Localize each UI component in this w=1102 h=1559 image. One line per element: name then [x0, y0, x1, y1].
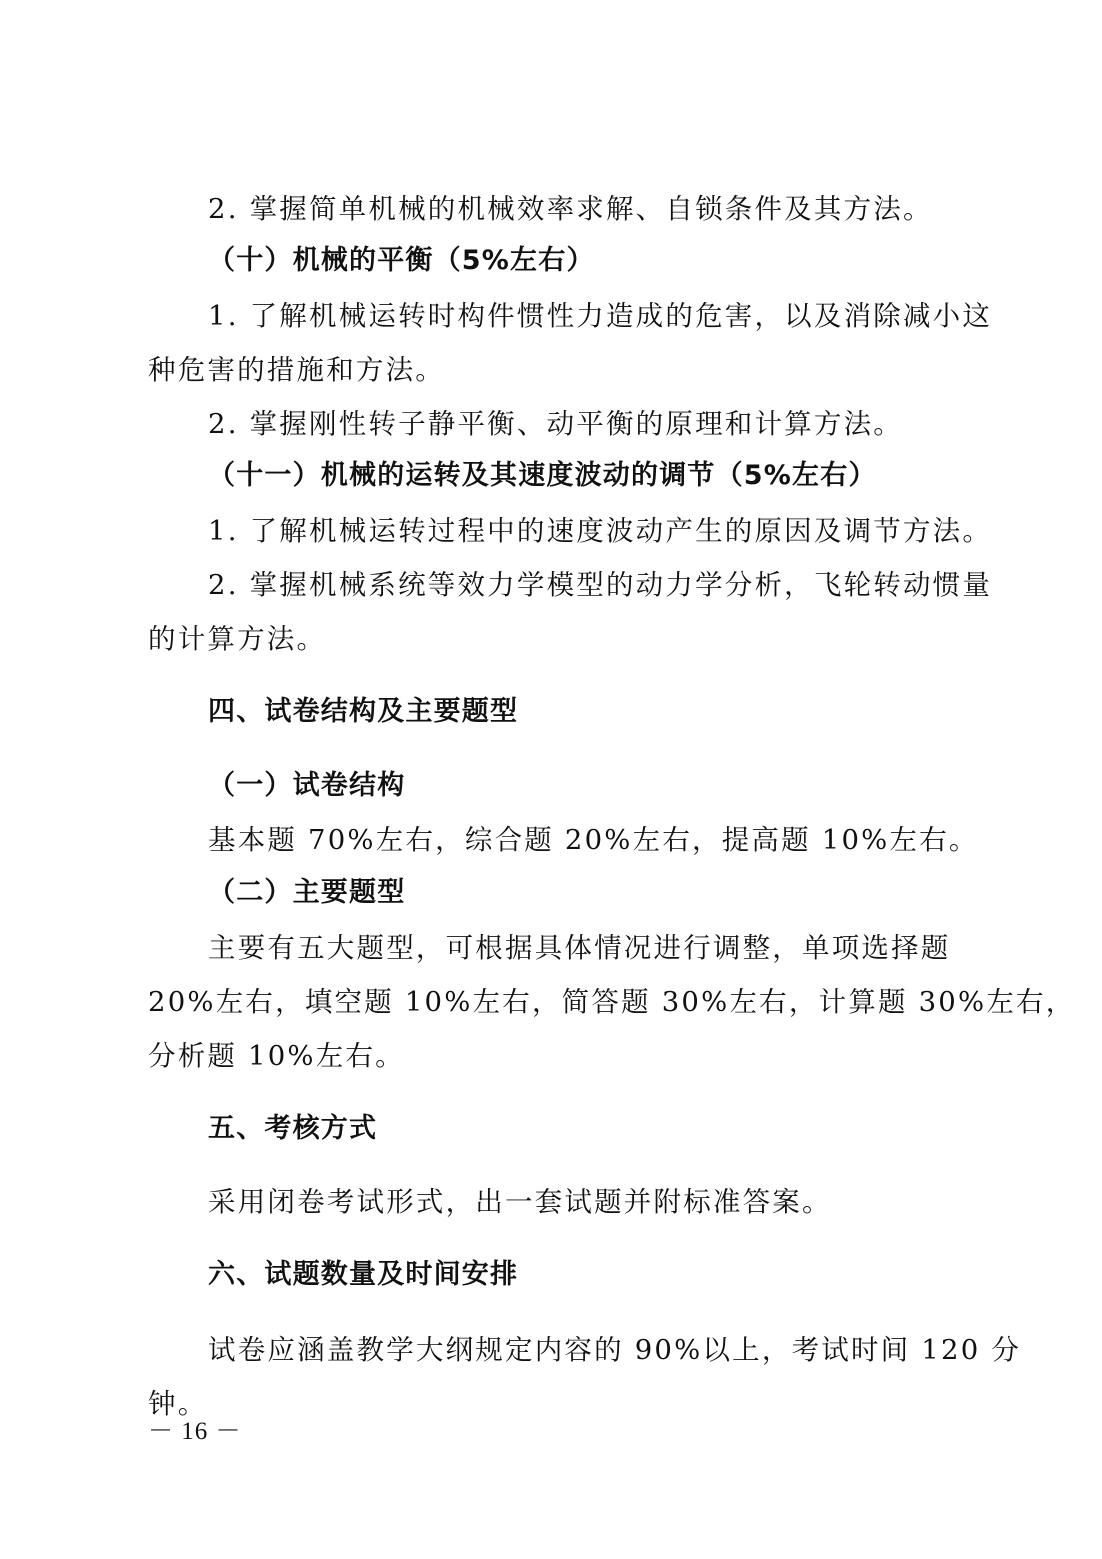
- subsection-heading-question-types: （二）主要题型: [208, 877, 406, 908]
- body-text-line: 2. 掌握刚性转子静平衡、动平衡的原理和计算方法。: [208, 407, 903, 440]
- body-text-line: 基本题 70%左右，综合题 20%左右，提高题 10%左右。: [208, 823, 979, 856]
- section-heading-exam-structure: 四、试卷结构及主要题型: [208, 696, 519, 727]
- body-text-line: 2. 掌握简单机械的机械效率求解、自锁条件及其方法。: [208, 192, 933, 225]
- subsection-heading-balance: （十）机械的平衡（5%左右）: [208, 245, 595, 276]
- body-text-line: 20%左右，填空题 10%左右，简答题 30%左右，计算题 30%左右，: [148, 985, 1076, 1018]
- body-text-line: 2. 掌握机械系统等效力学模型的动力学分析，飞轮转动惯量: [208, 568, 993, 601]
- subsection-heading-paper-structure: （一）试卷结构: [208, 770, 406, 801]
- section-heading-assessment-method: 五、考核方式: [208, 1113, 378, 1144]
- subsection-heading-speed-fluctuation: （十一）机械的运转及其速度波动的调节（5%左右）: [208, 460, 877, 491]
- body-text-line: 钟。: [148, 1387, 208, 1420]
- body-text-line: 种危害的措施和方法。: [148, 353, 445, 386]
- page-number: － 16 －: [148, 1418, 242, 1445]
- body-text-line: 1. 了解机械运转时构件惯性力造成的危害，以及消除减小这: [208, 299, 993, 332]
- body-text-line: 分析题 10%左右。: [148, 1039, 405, 1072]
- body-text-line: 的计算方法。: [148, 622, 327, 655]
- body-text-line: 1. 了解机械运转过程中的速度波动产生的原因及调节方法。: [208, 514, 993, 547]
- body-text-line: 主要有五大题型，可根据具体情况进行调整，单项选择题: [208, 931, 951, 964]
- section-heading-question-count-and-time: 六、试题数量及时间安排: [208, 1259, 519, 1290]
- body-text-line: 采用闭卷考试形式，出一套试题并附标准答案。: [208, 1185, 832, 1218]
- body-text-line: 试卷应涵盖教学大纲规定内容的 90%以上，考试时间 120 分: [208, 1333, 1022, 1366]
